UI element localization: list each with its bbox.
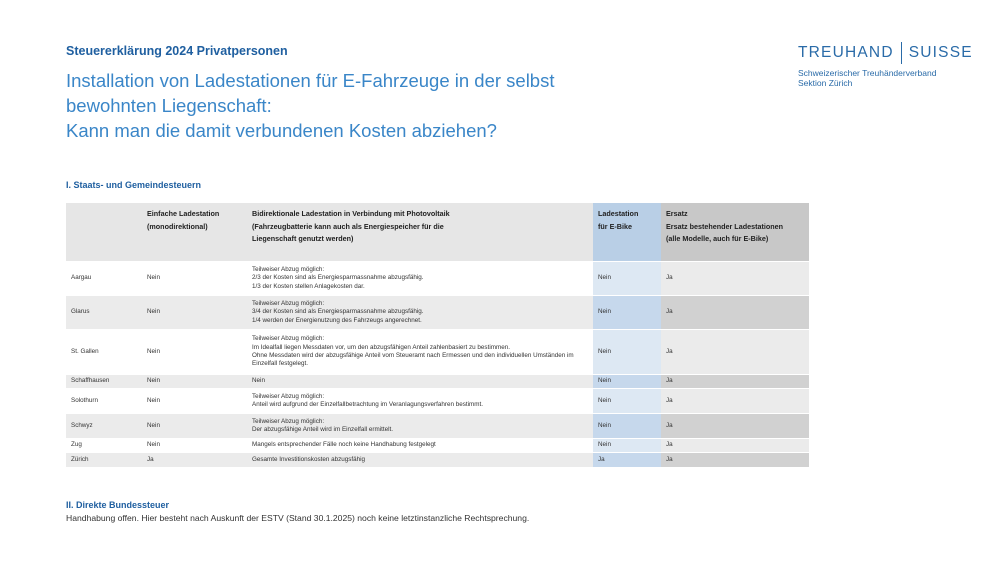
- cell-ebike: Nein: [593, 330, 661, 375]
- cell-canton: Solothurn: [66, 389, 142, 414]
- header-line: (monodirektional): [147, 221, 208, 231]
- cell-bidirectional: [247, 453, 593, 467]
- cell-line: Anteil wird aufgrund der Einzelfallbetrachtung im Veranlagungsverfahren bestimmt.: [252, 401, 484, 408]
- cell-replacement: Ja: [661, 414, 809, 439]
- header-line: Einfache Ladestation: [147, 209, 220, 218]
- page-title: [66, 68, 586, 143]
- cell-line: 3/4 der Kosten sind als Energiesparmassnahme abzugsfähig.: [252, 308, 424, 316]
- cell-line: Teilweiser Abzug möglich:: [252, 335, 325, 343]
- cell-simple: Nein: [142, 375, 247, 389]
- cell-line: Gesamte Investitionskosten abzugsfähig: [252, 455, 366, 463]
- cell-simple: Nein: [142, 414, 247, 439]
- cell-bidirectional: [247, 262, 593, 296]
- header-line: Ersatz bestehender Ladestationen: [666, 221, 784, 231]
- cell-replacement: Ja: [661, 296, 809, 330]
- table-row: [66, 414, 809, 439]
- logo-sub-line: Sektion Zürich: [798, 78, 853, 88]
- table-row: [66, 375, 809, 389]
- cell-simple: Nein: [142, 296, 247, 330]
- cell-replacement: Ja: [661, 453, 809, 467]
- header-line: (alle Modelle, auch für E-Bike): [666, 234, 769, 243]
- logo-divider: [901, 42, 902, 64]
- cell-canton: Aargau: [66, 262, 142, 296]
- cell-bidirectional: [247, 296, 593, 330]
- cell-bidirectional: [247, 330, 593, 375]
- cell-line: 1/3 der Kosten stellen Anlagekosten dar.: [252, 282, 365, 290]
- cell-ebike: Nein: [593, 439, 661, 453]
- header-line: Bidirektionale Ladestation in Verbindung mit Photovoltaik: [252, 209, 450, 218]
- tax-table: [66, 203, 809, 467]
- cell-line: Nein: [252, 377, 265, 385]
- federal-note: Handhabung offen. Hier besteht nach Auskunft der ESTV (Stand 30.1.2025) noch keine letztinstanzliche Rechtsprechung.: [66, 513, 530, 523]
- table-header-row: [66, 203, 809, 262]
- cell-replacement: Ja: [661, 262, 809, 296]
- header-bidirectional: [247, 203, 593, 262]
- title-line: bewohnten Liegenschaft:: [66, 95, 272, 116]
- cell-line: 1/4 werden der Energienutzung des Fahrzeugs angerechnet.: [252, 316, 422, 324]
- cell-ebike: Ja: [593, 453, 661, 467]
- table-row: [66, 389, 809, 414]
- cell-line: Teilweiser Abzug möglich:: [252, 417, 325, 425]
- header-line: Liegenschaft genutzt werden): [252, 234, 354, 243]
- cell-simple: Ja: [142, 453, 247, 467]
- cell-bidirectional: [247, 389, 593, 414]
- cell-ebike: Nein: [593, 296, 661, 330]
- cell-replacement: Ja: [661, 375, 809, 389]
- cell-simple: Nein: [142, 262, 247, 296]
- cell-bidirectional: [247, 414, 593, 439]
- header-line: (Fahrzeugbatterie kann auch als Energiespeicher für die: [252, 221, 444, 231]
- header-line: Ladestation: [598, 209, 639, 218]
- section-title-federal: II. Direkte Bundessteuer: [66, 500, 170, 510]
- cell-replacement: Ja: [661, 330, 809, 375]
- logo-left: TREUHAND: [798, 44, 894, 61]
- cell-line: Ohne Messdaten wird der abzugsfähige Anteil vom Steueramt nach Ermessen und den individuellen Umständen im: [252, 352, 574, 359]
- table-row: [66, 453, 809, 467]
- header-line: für E-Bike: [598, 221, 632, 231]
- cell-ebike: Nein: [593, 414, 661, 439]
- header-simple: [142, 203, 247, 262]
- cell-canton: Schwyz: [66, 414, 142, 439]
- cell-canton: St. Gallen: [66, 330, 142, 375]
- logo-subtitle: [798, 68, 973, 88]
- logo-sub-line: Schweizerischer Treuhänderverband: [798, 68, 937, 78]
- cell-ebike: Nein: [593, 375, 661, 389]
- cell-canton: Glarus: [66, 296, 142, 330]
- cell-simple: Nein: [142, 439, 247, 453]
- header-canton: [66, 203, 142, 262]
- header-line: Ersatz: [666, 209, 688, 218]
- table-row: [66, 262, 809, 296]
- cell-line: Teilweiser Abzug möglich:: [252, 392, 325, 400]
- cell-line: Teilweiser Abzug möglich:: [252, 266, 325, 274]
- cell-canton: Zürich: [66, 453, 142, 467]
- cell-line: Teilweiser Abzug möglich:: [252, 300, 325, 308]
- cell-canton: Zug: [66, 439, 142, 453]
- logo-right: SUISSE: [908, 44, 973, 61]
- title-line: Installation von Ladestationen für E-Fahrzeuge in der selbst: [66, 70, 555, 91]
- cell-line: Der abzugsfähige Anteil wird im Einzelfall ermittelt.: [252, 426, 394, 433]
- header-ebike: [593, 203, 661, 262]
- header-replacement: [661, 203, 809, 262]
- cell-replacement: Ja: [661, 389, 809, 414]
- table-row: [66, 330, 809, 375]
- section-title-cantonal: I. Staats- und Gemeindesteuern: [66, 180, 202, 190]
- cell-simple: Nein: [142, 389, 247, 414]
- cell-line: Im Idealfall liegen Messdaten vor, um den abzugsfähigen Anteil zahlenbasiert zu bestimmen.: [252, 343, 510, 351]
- title-line: Kann man die damit verbundenen Kosten abziehen?: [66, 120, 497, 141]
- cell-line: Einzelfall festgelegt.: [252, 360, 309, 368]
- cell-ebike: Nein: [593, 389, 661, 414]
- table-row: [66, 296, 809, 330]
- kicker: Steuererklärung 2024 Privatpersonen: [66, 44, 288, 58]
- logo-wordmark: [798, 42, 973, 64]
- logo: [798, 42, 973, 88]
- cell-bidirectional: [247, 375, 593, 389]
- cell-canton: Schaffhausen: [66, 375, 142, 389]
- cell-replacement: Ja: [661, 439, 809, 453]
- table-row: [66, 439, 809, 453]
- cell-line: 2/3 der Kosten sind als Energiesparmassnahme abzugsfähig.: [252, 274, 424, 282]
- cell-bidirectional: [247, 439, 593, 453]
- cell-simple: Nein: [142, 330, 247, 375]
- cell-ebike: Nein: [593, 262, 661, 296]
- cell-line: Mangels entsprechender Fälle noch keine Handhabung festgelegt: [252, 441, 436, 449]
